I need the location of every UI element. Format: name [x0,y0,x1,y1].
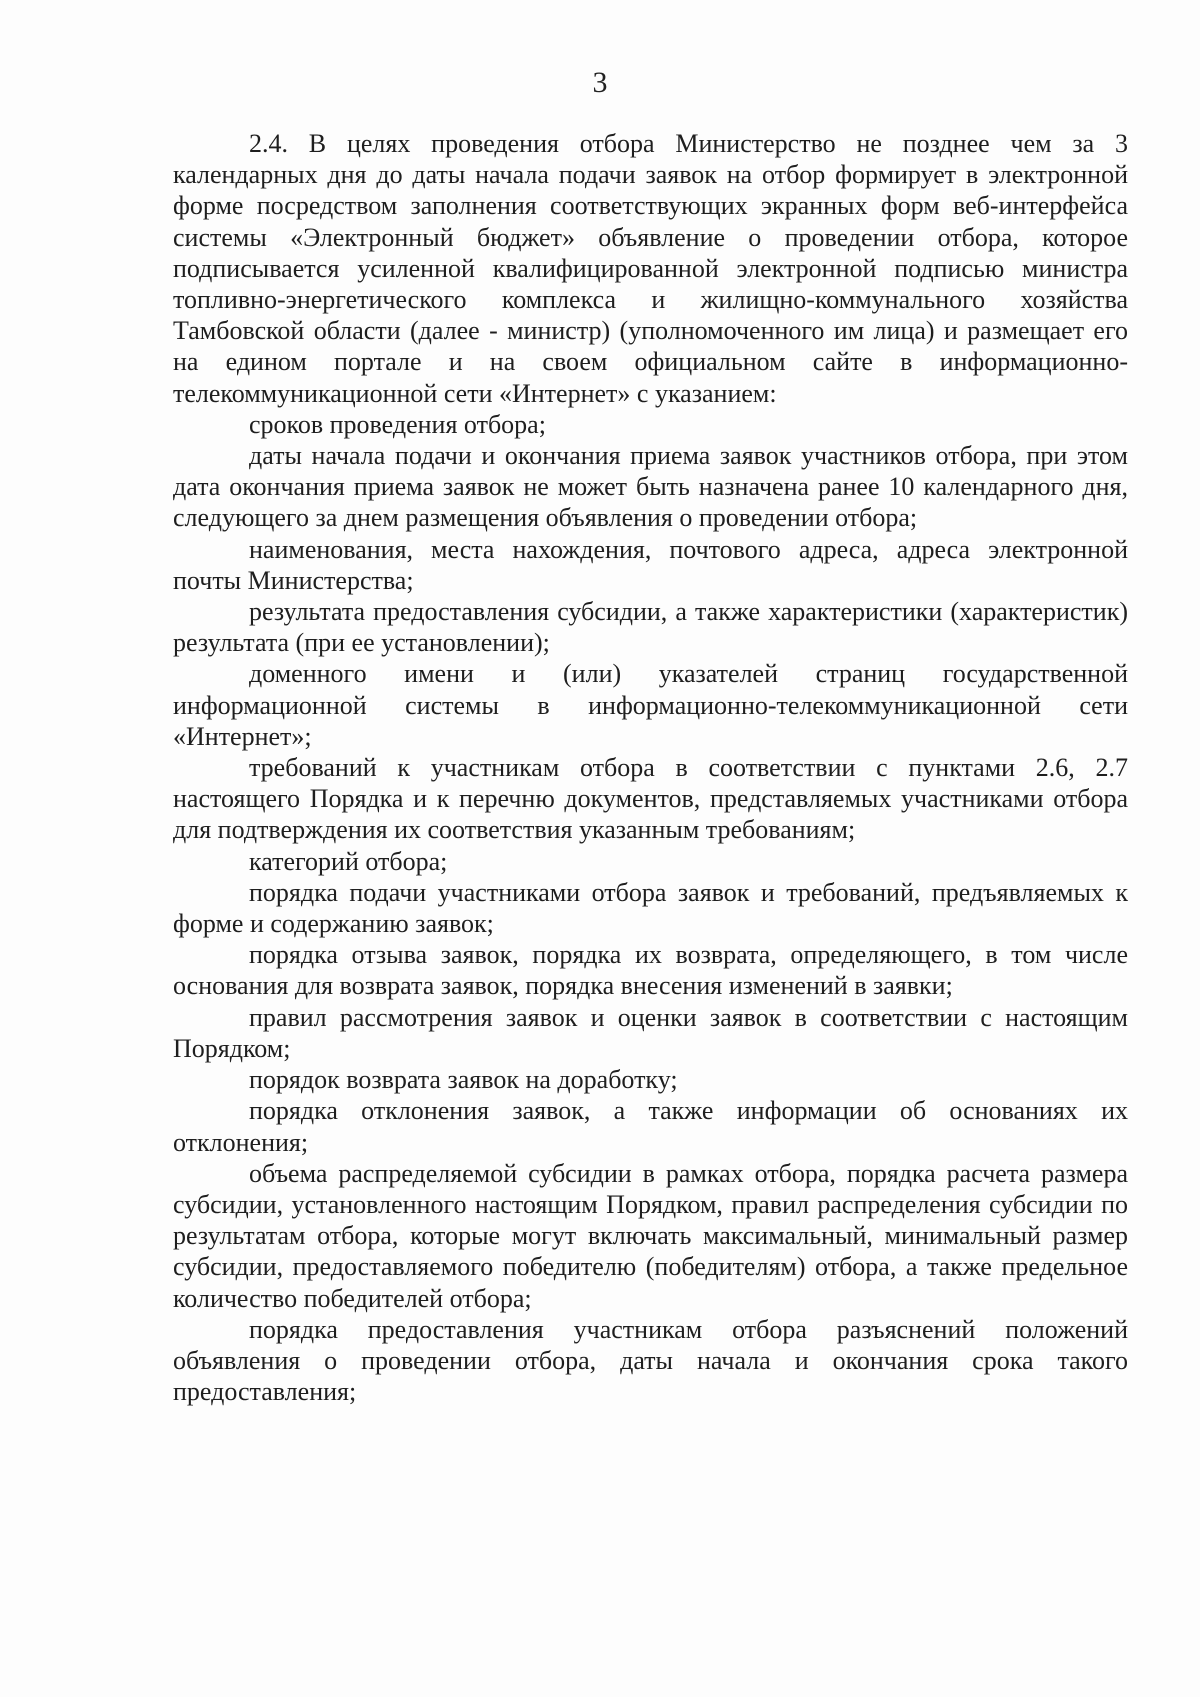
list-item-review-rules: правил рассмотрения заявок и оценки заявок в соответствии с настоящим Порядком; [173,1002,1128,1063]
list-item-domain-name: доменного имени и (или) указателей страниц государственной информационной системы в информационно-телекоммуникационной сети «Интернет»; [173,659,1128,751]
list-item-participant-requirements: требований к участникам отбора в соответствии с пунктами 2.6, 2.7 настоящего Порядка и к перечню документов, представляемых участниками отбора для подтверждения их соответствия указанным требованиям; [173,753,1128,845]
list-item-clarifications: порядка предоставления участникам отбора разъяснений положений объявления о проведении отбора, даты начала и окончания срока такого предоставления; [173,1314,1128,1407]
list-item-rejection-procedure: порядка отклонения заявок, а также информации об основаниях их отклонения; [173,1096,1128,1157]
list-item-ministry-contacts: наименования, места нахождения, почтового адреса, адреса электронной почты Министерства; [173,534,1128,595]
list-item-withdrawal-procedure: порядка отзыва заявок, порядка их возврата, определяющего, в том числе основания для возврата заявок, порядка внесения изменений в заявки; [173,940,1128,1001]
list-item-terms: сроков проведения отбора; [249,409,546,439]
list-item-categories: категорий отбора; [249,846,448,876]
list-item-return-for-revision: порядок возврата заявок на доработку; [249,1065,678,1095]
list-item-submission-procedure: порядка подачи участниками отбора заявок и требований, предъявляемых к форме и содержанию заявок; [173,877,1128,939]
list-item-subsidy-result: результата предоставления субсидии, а также характеристики (характеристик) результата (при ее установлении); [173,597,1128,658]
list-item-dates: даты начала подачи и окончания приема заявок участников отбора, при этом дата окончания приема заявок не может быть назначена ранее 10 календарного дня, следующего за днем размещения объявления о проведении отбора; [173,441,1128,533]
page-number: 3 [592,66,608,99]
document-body [173,128,1128,1407]
list-item-subsidy-volume: объема распределяемой субсидии в рамках отбора, порядка расчета размера субсидии, установленного настоящим Порядком, правил распределения субсидии по результатам отбора, которые могут включать максимальный, минимальный размер субсидии, предоставляемого победителю (победителям) отбора, а также предельное количество победителей отбора; [173,1158,1128,1313]
paragraph-2-4-intro: 2.4. В целях проведения отбора Министерство не позднее чем за 3 календарных дня до даты начала подачи заявок на отбор формирует в электронной форме посредством заполнения соответствующих экранных форм веб-интерфейса системы «Электронный бюджет» объявление о проведении отбора, которое подписывается усиленной квалифицированной электронной подписью министра топливно-энергетического комплекса и жилищно-коммунального хозяйства Тамбовской области (далее - министр) (уполномоченного им лица) и размещает его на едином портале и на своем официальном сайте в информационно-телекоммуникационной сети «Интернет» с указанием: [173,129,1128,408]
